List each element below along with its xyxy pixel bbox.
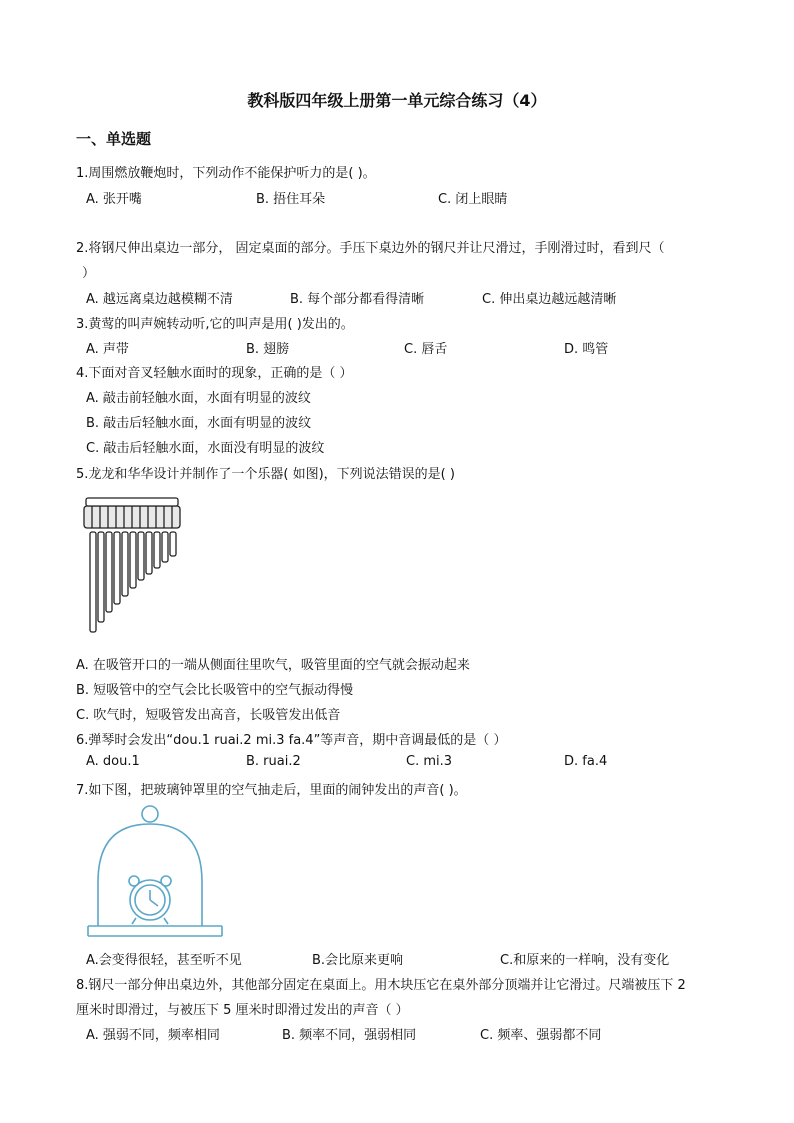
question-5-option-c: C. 吹气时，短吸管发出高音，长吸管发出低音 — [76, 708, 341, 723]
question-1-stem: 1.周围燃放鞭炮时，下列动作不能保护听力的是( )。 — [76, 166, 376, 181]
question-8-option-a: A. 强弱不同，频率相同 — [86, 1028, 220, 1043]
section-heading: 一、单选题 — [76, 130, 152, 148]
page-title: 教科版四年级上册第一单元综合练习（4） — [247, 91, 547, 110]
question-7-option-a: A.会变得很轻，甚至听不见 — [86, 953, 242, 968]
question-8-option-b: B. 频率不同，强弱相同 — [282, 1028, 417, 1043]
question-4-option-a: A. 敲击前轻触水面，水面有明显的波纹 — [86, 391, 311, 406]
question-7-stem: 7.如下图，把玻璃钟罩里的空气抽走后，里面的闹钟发出的声音( )。 — [76, 783, 467, 798]
question-4-option-b: B. 敲击后轻触水面，水面有明显的波纹 — [86, 416, 312, 431]
bell-jar-figure — [84, 802, 230, 944]
question-6-stem: 6.弹琴时会发出“dou.1 ruai.2 mi.3 fa.4”等声音，期中音调最低的是（ ） — [76, 733, 507, 748]
question-3-option-d: D. 鸣管 — [564, 342, 609, 357]
question-3-option-b: B. 翅膀 — [246, 342, 290, 357]
question-4-stem: 4.下面对音叉轻触水面时的现象，正确的是（ ） — [76, 366, 353, 381]
question-5-option-b: B. 短吸管中的空气会比长吸管中的空气振动得慢 — [76, 683, 354, 698]
question-8-stem: 8.钢尺一部分伸出桌边外，其他部分固定在桌面上。用木块压它在桌外部分顶端并让它滑过。尺端被压下 2 — [76, 978, 686, 993]
question-8-option-c: C. 频率、强弱都不同 — [480, 1028, 602, 1043]
question-2-option-c: C. 伸出桌边越远越清晰 — [482, 292, 617, 307]
question-7-option-c: C.和原来的一样响，没有变化 — [500, 953, 670, 968]
question-6-option-a: A. dou.1 — [86, 754, 140, 769]
question-6-option-d: D. fa.4 — [564, 754, 608, 769]
question-5-stem: 5.龙龙和华华设计并制作了一个乐器( 如图)，下列说法错误的是( ) — [76, 467, 455, 482]
question-2-stem: 2.将钢尺伸出桌边一部分， 固定桌面的部分。手压下桌边外的钢尺并让尺滑过，手刚滑过时，看到尺（ — [76, 241, 665, 256]
question-1-option-b: B. 捂住耳朵 — [256, 192, 326, 207]
question-2-stem-continued: ） — [82, 266, 96, 281]
question-6-option-c: C. mi.3 — [406, 754, 453, 769]
panpipe-figure — [78, 496, 188, 636]
question-6-option-b: B. ruai.2 — [246, 754, 301, 769]
question-3-option-c: C. 唇舌 — [404, 342, 448, 357]
question-8-stem-continued: 厘米时即滑过，与被压下 5 厘米时即滑过发出的声音（ ） — [76, 1003, 409, 1018]
question-1-option-a: A. 张开嘴 — [86, 192, 142, 207]
question-2-option-b: B. 每个部分都看得清晰 — [290, 292, 425, 307]
question-2-option-a: A. 越远离桌边越模糊不清 — [86, 292, 233, 307]
question-1-option-c: C. 闭上眼睛 — [438, 192, 508, 207]
question-3-stem: 3.黄莺的叫声婉转动听,它的叫声是用( )发出的。 — [76, 317, 354, 332]
question-5-option-a: A. 在吸管开口的一端从侧面往里吹气，吸管里面的空气就会振动起来 — [76, 658, 470, 673]
question-4-option-c: C. 敲击后轻触水面，水面没有明显的波纹 — [86, 441, 325, 456]
question-3-option-a: A. 声带 — [86, 342, 129, 357]
question-7-option-b: B.会比原来更响 — [312, 953, 404, 968]
